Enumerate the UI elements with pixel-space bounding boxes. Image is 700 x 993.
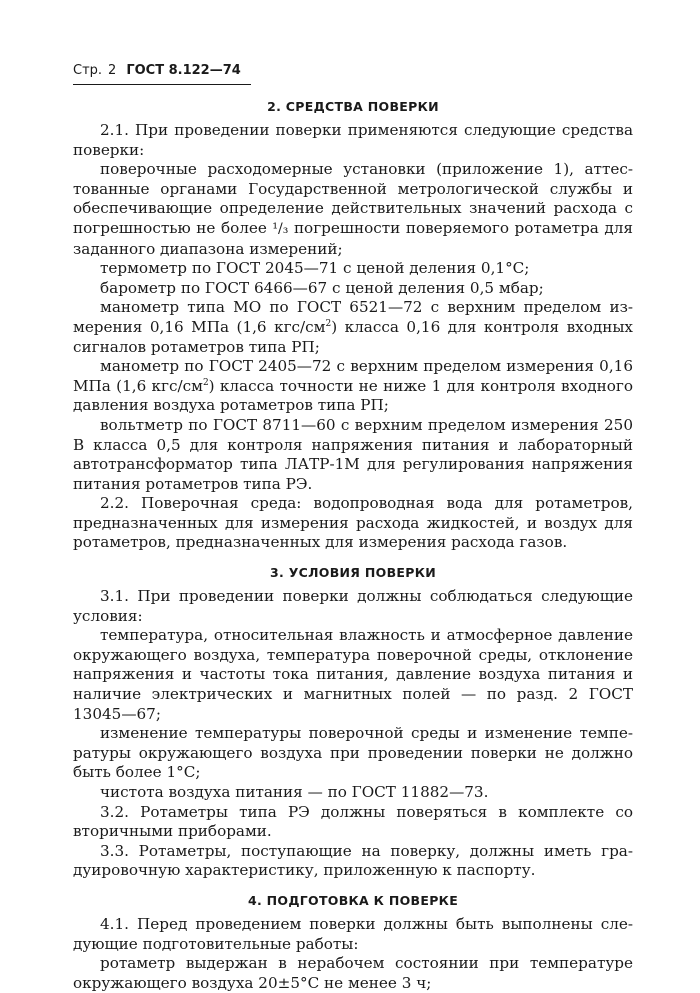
superscript: 2 [325, 318, 332, 329]
section-4-title: 4. ПОДГОТОВКА К ПОВЕРКЕ [247, 892, 459, 908]
page-label: Стр. [73, 63, 103, 78]
document-page [73, 62, 633, 993]
text-run: ) класса 0,16 для контроля входных сигналов ротаметров типа РП; [73, 317, 633, 356]
paragraph-3-1: 3.1. При проведении поверки должны соблюдаться следующие условия: [73, 587, 633, 625]
text-run: поверочные расходомерные установки (приложение 1), аттестованные органами Государственной метрологической службы и обеспечивающие определение действительных значений расхода с погрешностью не более [73, 160, 633, 237]
text-run: ) класса точности не ниже 1 для контроля входного давления воздуха ротаметров типа РП; [73, 376, 633, 415]
superscript: 2 [202, 377, 209, 388]
paragraph-2-2: 2.2. Поверочная среда: водопроводная вода для ротаметров, предназначенных для измерения расхода жидкостей, и воздух для ротаметров, предназначенных для измерения расхода газов. [73, 494, 633, 552]
paragraph-manometer-mo [73, 298, 633, 357]
paragraph-conditions-change: изменение температуры поверочной среды и изменение температуры окружающего воздуха при проведении поверки не должно быть более 1°С; [73, 724, 633, 782]
text-run: погрешности поверяемого ротаметра для заданного диапазона измерений; [73, 218, 633, 258]
paragraph-thermometer: термометр по ГОСТ 2045—71 с ценой деления 0,1°С; [100, 259, 530, 278]
paragraph-rotameter-hold: ротаметр выдержан в нерабочем состоянии при температуре окружающего воздуха 20±5°С не менее 3 ч; [73, 954, 633, 992]
standard-number: ГОСТ 8.122—74 [126, 63, 241, 78]
paragraph-2-1: 2.1. При проведении поверки применяются следующие средства поверки: [73, 121, 633, 159]
paragraph-voltmeter: вольтметр по ГОСТ 8711—60 с верхним пределом измерения 250 В класса 0,5 для контроля напряжения питания и лабораторный автотрансформатор типа ЛАТР-1М для регулирования напряжения питания ротаметров типа РЭ. [73, 415, 633, 493]
paragraph-conditions-temperature: температура, относительная влажность и атмосферное давление окружающего воздуха, температура поверочной среды, отклонение напряжения и частоты тока питания, давление воздуха питания и наличие электрических и магнитных полей — по разд. 2 ГОСТ 13045—67; [73, 626, 633, 723]
text-run: манометр по ГОСТ 2405—72 с верхним пределом измерения 0,16 МПа (1,6 кгс/см [73, 357, 633, 395]
fraction-one-third: ¹/₃ [272, 220, 289, 237]
paragraph-flow-installations [73, 160, 633, 259]
running-header [73, 62, 251, 85]
section-2-title: 2. СРЕДСТВА ПОВЕРКИ [267, 99, 439, 114]
paragraph-air-purity: чистота воздуха питания — по ГОСТ 11882—73. [100, 783, 489, 801]
page-number: 2 [108, 63, 117, 78]
paragraph-3-2: 3.2. Ротаметры типа РЭ должны поверяться в комплекте со вторичными приборами. [73, 802, 633, 841]
paragraph-3-3: 3.3. Ротаметры, поступающие на поверку, должны иметь градуировочную характеристику, приложенную к паспорту. [73, 841, 633, 880]
paragraph-barometer: барометр по ГОСТ 6466—67 с ценой деления 0,5 мбар; [100, 278, 544, 297]
section-3-title: 3. УСЛОВИЯ ПОВЕРКИ [270, 565, 436, 581]
paragraph-manometer-2405 [73, 357, 633, 416]
text-run: манометр типа МО по ГОСТ 6521—72 с верхним пределом измерения 0,16 МПа (1,6 кгс/см [73, 298, 633, 336]
paragraph-4-1: 4.1. Перед проведением поверки должны быть выполнены следующие подготовительные работы: [73, 914, 633, 953]
